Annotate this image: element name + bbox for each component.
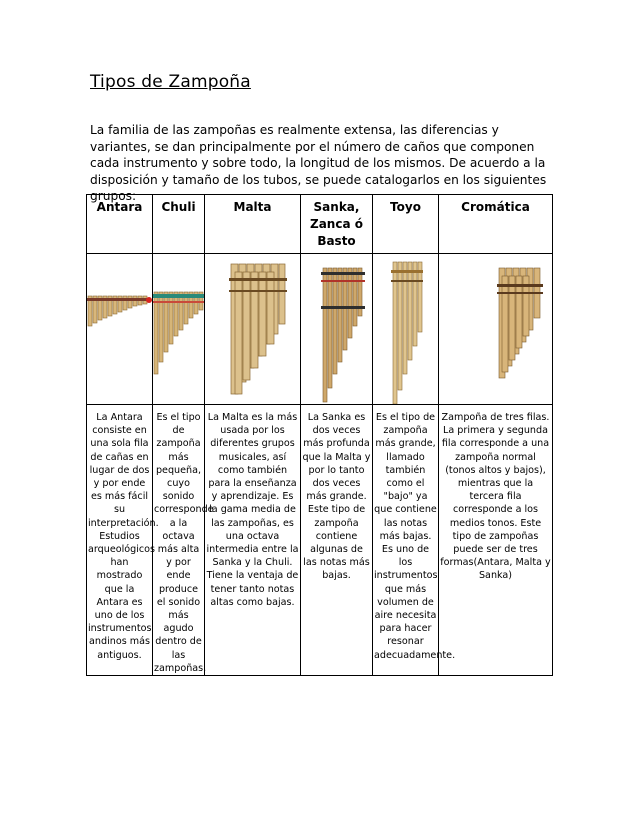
chuli-image-cell xyxy=(153,254,205,405)
malta-description: La Malta es la más usada por los diferentes grupos musicales, así como también para la enseñanza y aprendizaje. Es la gama media de las zampoñas, es una octava intermedia entre la Sanka y la Chuli. Tiene la ventaja de tener tanto notas altas como bajas. xyxy=(205,405,301,676)
chuli-panpipe-image xyxy=(153,254,205,404)
sanka-image-cell xyxy=(301,254,373,405)
chuli-description: Es el tipo de zampoña más pequeña, cuyo sonido corresponde a la octava más alta y por ende produce el sonido más agudo dentro de las zampoñas. xyxy=(153,405,205,676)
header-toyo: Toyo xyxy=(373,195,439,254)
cromatica-image-cell xyxy=(439,254,553,405)
cromatica-panpipe-image xyxy=(439,254,553,404)
header-antara: Antara xyxy=(87,195,153,254)
cromatica-description: Zampoña de tres filas. La primera y segunda fila corresponde a una zampoña normal (tonos altos y bajos), mientras que la tercera fila corresponde a los medios tonos. Este tipo de zampoñas puede ser de tres formas(Antara, Malta y Sanka) xyxy=(439,405,553,676)
antara-image-cell xyxy=(87,254,153,405)
zampona-types-table xyxy=(86,194,553,676)
antara-panpipe-image xyxy=(87,254,153,404)
antara-description: La Antara consiste en una sola fila de cañas en lugar de dos y por ende es más fácil su interpretación. Estudios arqueológicos han mostrado que la Antara es uno de los instrumentos andinos más antiguos. xyxy=(87,405,153,676)
header-malta: Malta xyxy=(205,195,301,254)
header-chuli: Chuli xyxy=(153,195,205,254)
sanka-description: La Sanka es dos veces más profunda que la Malta y por lo tanto dos veces más grande. Este tipo de zampoña contiene algunas de las notas más bajas. xyxy=(301,405,373,676)
header-row xyxy=(87,195,553,254)
image-row xyxy=(87,254,553,405)
header-sanka: Sanka, Zanca ó Basto xyxy=(301,195,373,254)
toyo-panpipe-image xyxy=(373,254,439,404)
description-row xyxy=(87,405,553,676)
header-cromatica: Cromática xyxy=(439,195,553,254)
sanka-panpipe-image xyxy=(301,254,373,404)
intro-paragraph: La familia de las zampoñas es realmente extensa, las diferencias y variantes, se dan principalmente por el número de caños que componen cada instrumento y sobre todo, la longitud de los mismos. De acuerdo a la disposición y tamaño de los tubos, se puede catalogarlos en los siguientes grupos: xyxy=(90,123,547,203)
malta-panpipe-image xyxy=(205,254,301,404)
malta-image-cell xyxy=(205,254,301,405)
page-title: Tipos de Zampoña xyxy=(90,72,251,92)
toyo-image-cell xyxy=(373,254,439,405)
toyo-description: Es el tipo de zampoña más grande, llamado también como el "bajo" ya que contiene las notas más bajas. Es uno de los instrumentos que más volumen de aire necesita para hacer resonar adecuadamente. xyxy=(373,405,439,676)
